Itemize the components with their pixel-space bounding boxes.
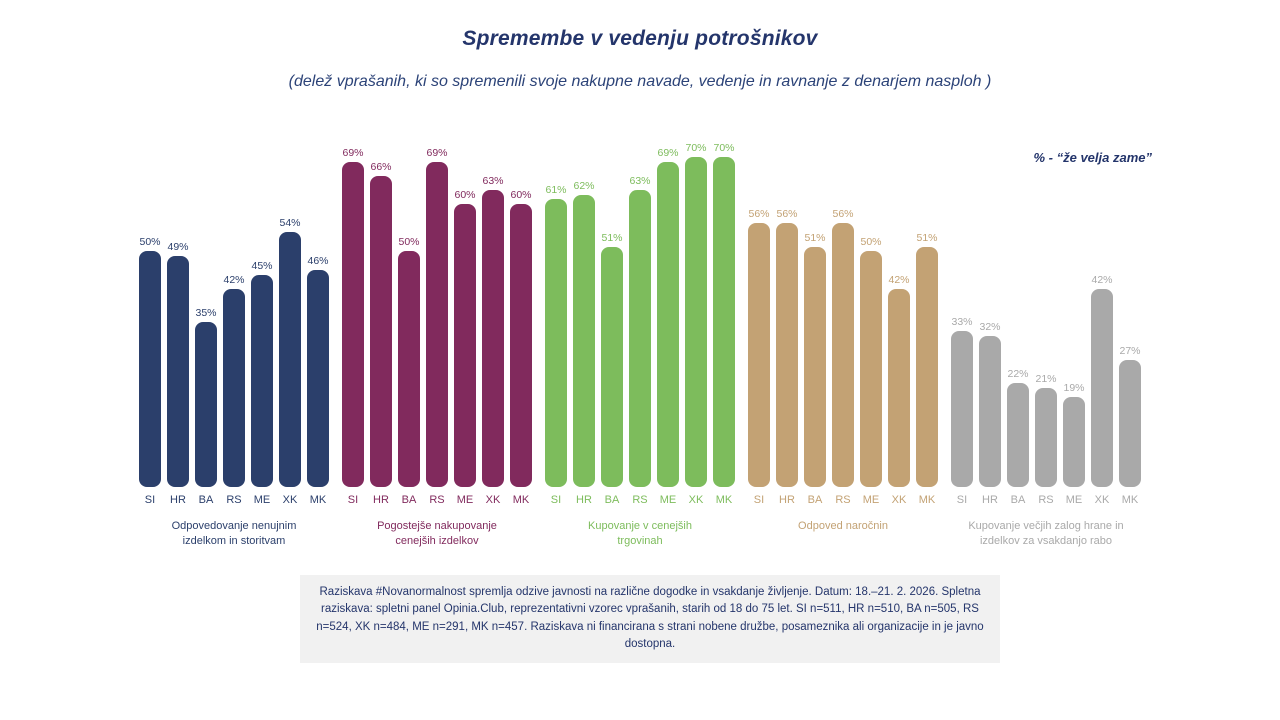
bar (860, 251, 882, 487)
bar-value-label: 32% (979, 321, 1001, 334)
bar (545, 199, 567, 487)
category-label: ME (456, 494, 474, 506)
bar-value-label: 51% (916, 231, 938, 244)
category-label: MK (309, 494, 327, 506)
bar-column (1035, 373, 1057, 487)
bar (167, 256, 189, 487)
bar (832, 223, 854, 487)
bar-value-label: 56% (776, 208, 798, 220)
bar (685, 157, 707, 487)
category-label: MK (512, 494, 530, 506)
bar-column (482, 175, 504, 487)
bar-value-label: 56% (832, 208, 854, 220)
bar-column (398, 236, 420, 487)
unit-note: % - “že velja zame” (1033, 150, 1152, 165)
bar-column (629, 175, 651, 487)
bar-value-label: 69% (657, 146, 679, 159)
bar-column (279, 217, 301, 487)
category-label: BA (1010, 494, 1026, 506)
bar-value-label: 61% (545, 184, 567, 197)
bar-value-label: 66% (370, 160, 392, 173)
bar-value-label: 21% (1035, 373, 1057, 385)
bar-column (251, 260, 273, 487)
bar-group (748, 157, 938, 534)
bar-column (888, 274, 910, 487)
bar-column (342, 147, 364, 487)
bar-value-label: 33% (951, 316, 973, 329)
bar-column (1007, 368, 1029, 487)
bar (510, 204, 532, 487)
bar-column (510, 189, 532, 487)
category-row (748, 494, 938, 506)
category-row (951, 494, 1141, 506)
bar-column (573, 180, 595, 487)
bar-value-label: 42% (223, 274, 245, 286)
category-label: SI (753, 494, 765, 506)
category-label: MK (715, 494, 733, 506)
category-label: RS (835, 494, 851, 506)
bar-value-label: 63% (629, 175, 651, 187)
bar-column (916, 232, 938, 487)
bar (804, 247, 826, 487)
bar-column (1063, 382, 1085, 487)
bar (1091, 289, 1113, 487)
bar (916, 247, 938, 487)
bar-value-label: 70% (685, 142, 707, 154)
bar-column (1091, 274, 1113, 487)
bar-column (307, 255, 329, 487)
bar-column (1119, 345, 1141, 487)
group-label: Odpovedovanje nenujnim izdelkom in storitvam (171, 520, 297, 548)
bar-value-label: 63% (482, 175, 504, 187)
bar-column (545, 184, 567, 487)
bar (139, 251, 161, 487)
bar-column (685, 142, 707, 487)
bar-value-label: 60% (454, 189, 476, 202)
bar-column (601, 232, 623, 487)
group-label: Pogostejše nakupovanje cenejših izdelkov (377, 520, 497, 548)
category-label: RS (632, 494, 648, 506)
bar-value-label: 50% (860, 236, 882, 249)
bar (251, 275, 273, 487)
bar-column (832, 208, 854, 487)
bar-value-label: 42% (1091, 274, 1113, 286)
bar-value-label: 35% (195, 307, 217, 319)
bar-value-label: 51% (804, 231, 826, 244)
category-label: SI (956, 494, 968, 506)
bars-row (748, 157, 938, 487)
bar-value-label: 42% (888, 274, 910, 286)
category-label: ME (1065, 494, 1083, 506)
category-label: HR (982, 494, 998, 506)
bar-column (713, 142, 735, 487)
footnote: Raziskava #Novanormalnost spremlja odzive javnosti na različne dogodke in vsakdanje življenje. Datum: 18.–21. 2. 2026. Spletna raziskava: spletni panel Opinia.Club, reprezentativni vzorec vprašanih, starih od 18 do 75 let. SI n=511, HR n=510, BA n=505, RS n=524, XK n=484, ME n=291, MK n=457. Raziskava ni financirana s strani nobene družbe, posameznika ali organizacije in je javno dostopna. (300, 575, 1000, 663)
bar-value-label: 50% (139, 236, 161, 249)
bar (307, 270, 329, 487)
bar (1035, 388, 1057, 487)
chart-area (0, 142, 1280, 550)
bar-value-label: 56% (748, 208, 770, 220)
bar (398, 251, 420, 487)
bar (195, 322, 217, 487)
bar-column (426, 147, 448, 487)
bar-group (951, 157, 1141, 550)
category-label: XK (1094, 494, 1110, 506)
bar-value-label: 19% (1063, 382, 1085, 395)
category-label: XK (891, 494, 907, 506)
category-label: XK (282, 494, 298, 506)
bar-group (139, 157, 329, 550)
bar-value-label: 22% (1007, 368, 1029, 381)
category-label: ME (862, 494, 880, 506)
bar-value-label: 45% (251, 259, 273, 272)
bar (573, 195, 595, 487)
bar (454, 204, 476, 487)
category-label: RS (429, 494, 445, 506)
bars-row (139, 157, 329, 487)
bars-row (951, 157, 1141, 487)
bar (601, 247, 623, 487)
category-label: ME (253, 494, 271, 506)
category-label: SI (550, 494, 562, 506)
bar (370, 176, 392, 487)
bar-value-label: 27% (1119, 344, 1141, 357)
group-label: Kupovanje v cenejših trgovinah (588, 520, 692, 548)
category-label: BA (198, 494, 214, 506)
bar-value-label: 50% (398, 236, 420, 249)
bar-column (657, 147, 679, 487)
bar (657, 162, 679, 487)
bar-column (139, 236, 161, 487)
bar-column (748, 208, 770, 487)
bar (888, 289, 910, 487)
category-label: RS (226, 494, 242, 506)
bar (482, 190, 504, 487)
bar (279, 232, 301, 487)
bar-column (223, 274, 245, 487)
category-label: SI (347, 494, 359, 506)
category-label: ME (659, 494, 677, 506)
bar (1007, 383, 1029, 487)
bar-column (804, 232, 826, 487)
bar-value-label: 70% (713, 142, 735, 154)
category-label: BA (401, 494, 417, 506)
category-label: XK (688, 494, 704, 506)
category-label: HR (170, 494, 186, 506)
bar-value-label: 46% (307, 255, 329, 268)
category-label: HR (779, 494, 795, 506)
category-label: MK (1121, 494, 1139, 506)
bar-value-label: 69% (426, 146, 448, 159)
bar-column (776, 208, 798, 487)
category-row (545, 494, 735, 506)
bar-value-label: 69% (342, 146, 364, 159)
bar-value-label: 62% (573, 179, 595, 192)
bar (979, 336, 1001, 487)
bars-row (342, 146, 532, 487)
bar-value-label: 49% (167, 241, 189, 253)
category-label: MK (918, 494, 936, 506)
page-title: Spremembe v vedenju potrošnikov (462, 27, 818, 50)
bar-group (342, 146, 532, 550)
bar (426, 162, 448, 487)
bar-value-label: 60% (510, 189, 532, 202)
category-label: SI (144, 494, 156, 506)
category-row (342, 494, 532, 506)
category-label: RS (1038, 494, 1054, 506)
category-row (139, 494, 329, 506)
category-label: HR (576, 494, 592, 506)
category-label: BA (604, 494, 620, 506)
category-label: XK (485, 494, 501, 506)
bar-column (370, 161, 392, 487)
bar-value-label: 54% (279, 217, 301, 230)
bar-column (979, 321, 1001, 487)
category-label: BA (807, 494, 823, 506)
bar-column (454, 189, 476, 487)
bar-column (860, 236, 882, 487)
page-subtitle: (delež vprašanih, ki so spremenili svoje nakupne navade, vedenje in ravnanje z denarjem nasploh ) (288, 73, 992, 90)
bar (776, 223, 798, 487)
bar-column (951, 316, 973, 487)
bars-row (545, 142, 735, 487)
bar (951, 331, 973, 487)
bar (1119, 360, 1141, 487)
bar (748, 223, 770, 487)
bar (629, 190, 651, 487)
group-label: Odpoved naročnin (798, 520, 888, 532)
category-label: HR (373, 494, 389, 506)
bar-column (167, 241, 189, 487)
bar (342, 162, 364, 487)
bar-column (195, 307, 217, 487)
bar (713, 157, 735, 487)
bar (223, 289, 245, 487)
group-label: Kupovanje večjih zalog hrane in izdelkov za vsakdanjo rabo (968, 520, 1124, 548)
bar-value-label: 51% (601, 231, 623, 244)
bar-group (545, 142, 735, 550)
bar (1063, 397, 1085, 487)
